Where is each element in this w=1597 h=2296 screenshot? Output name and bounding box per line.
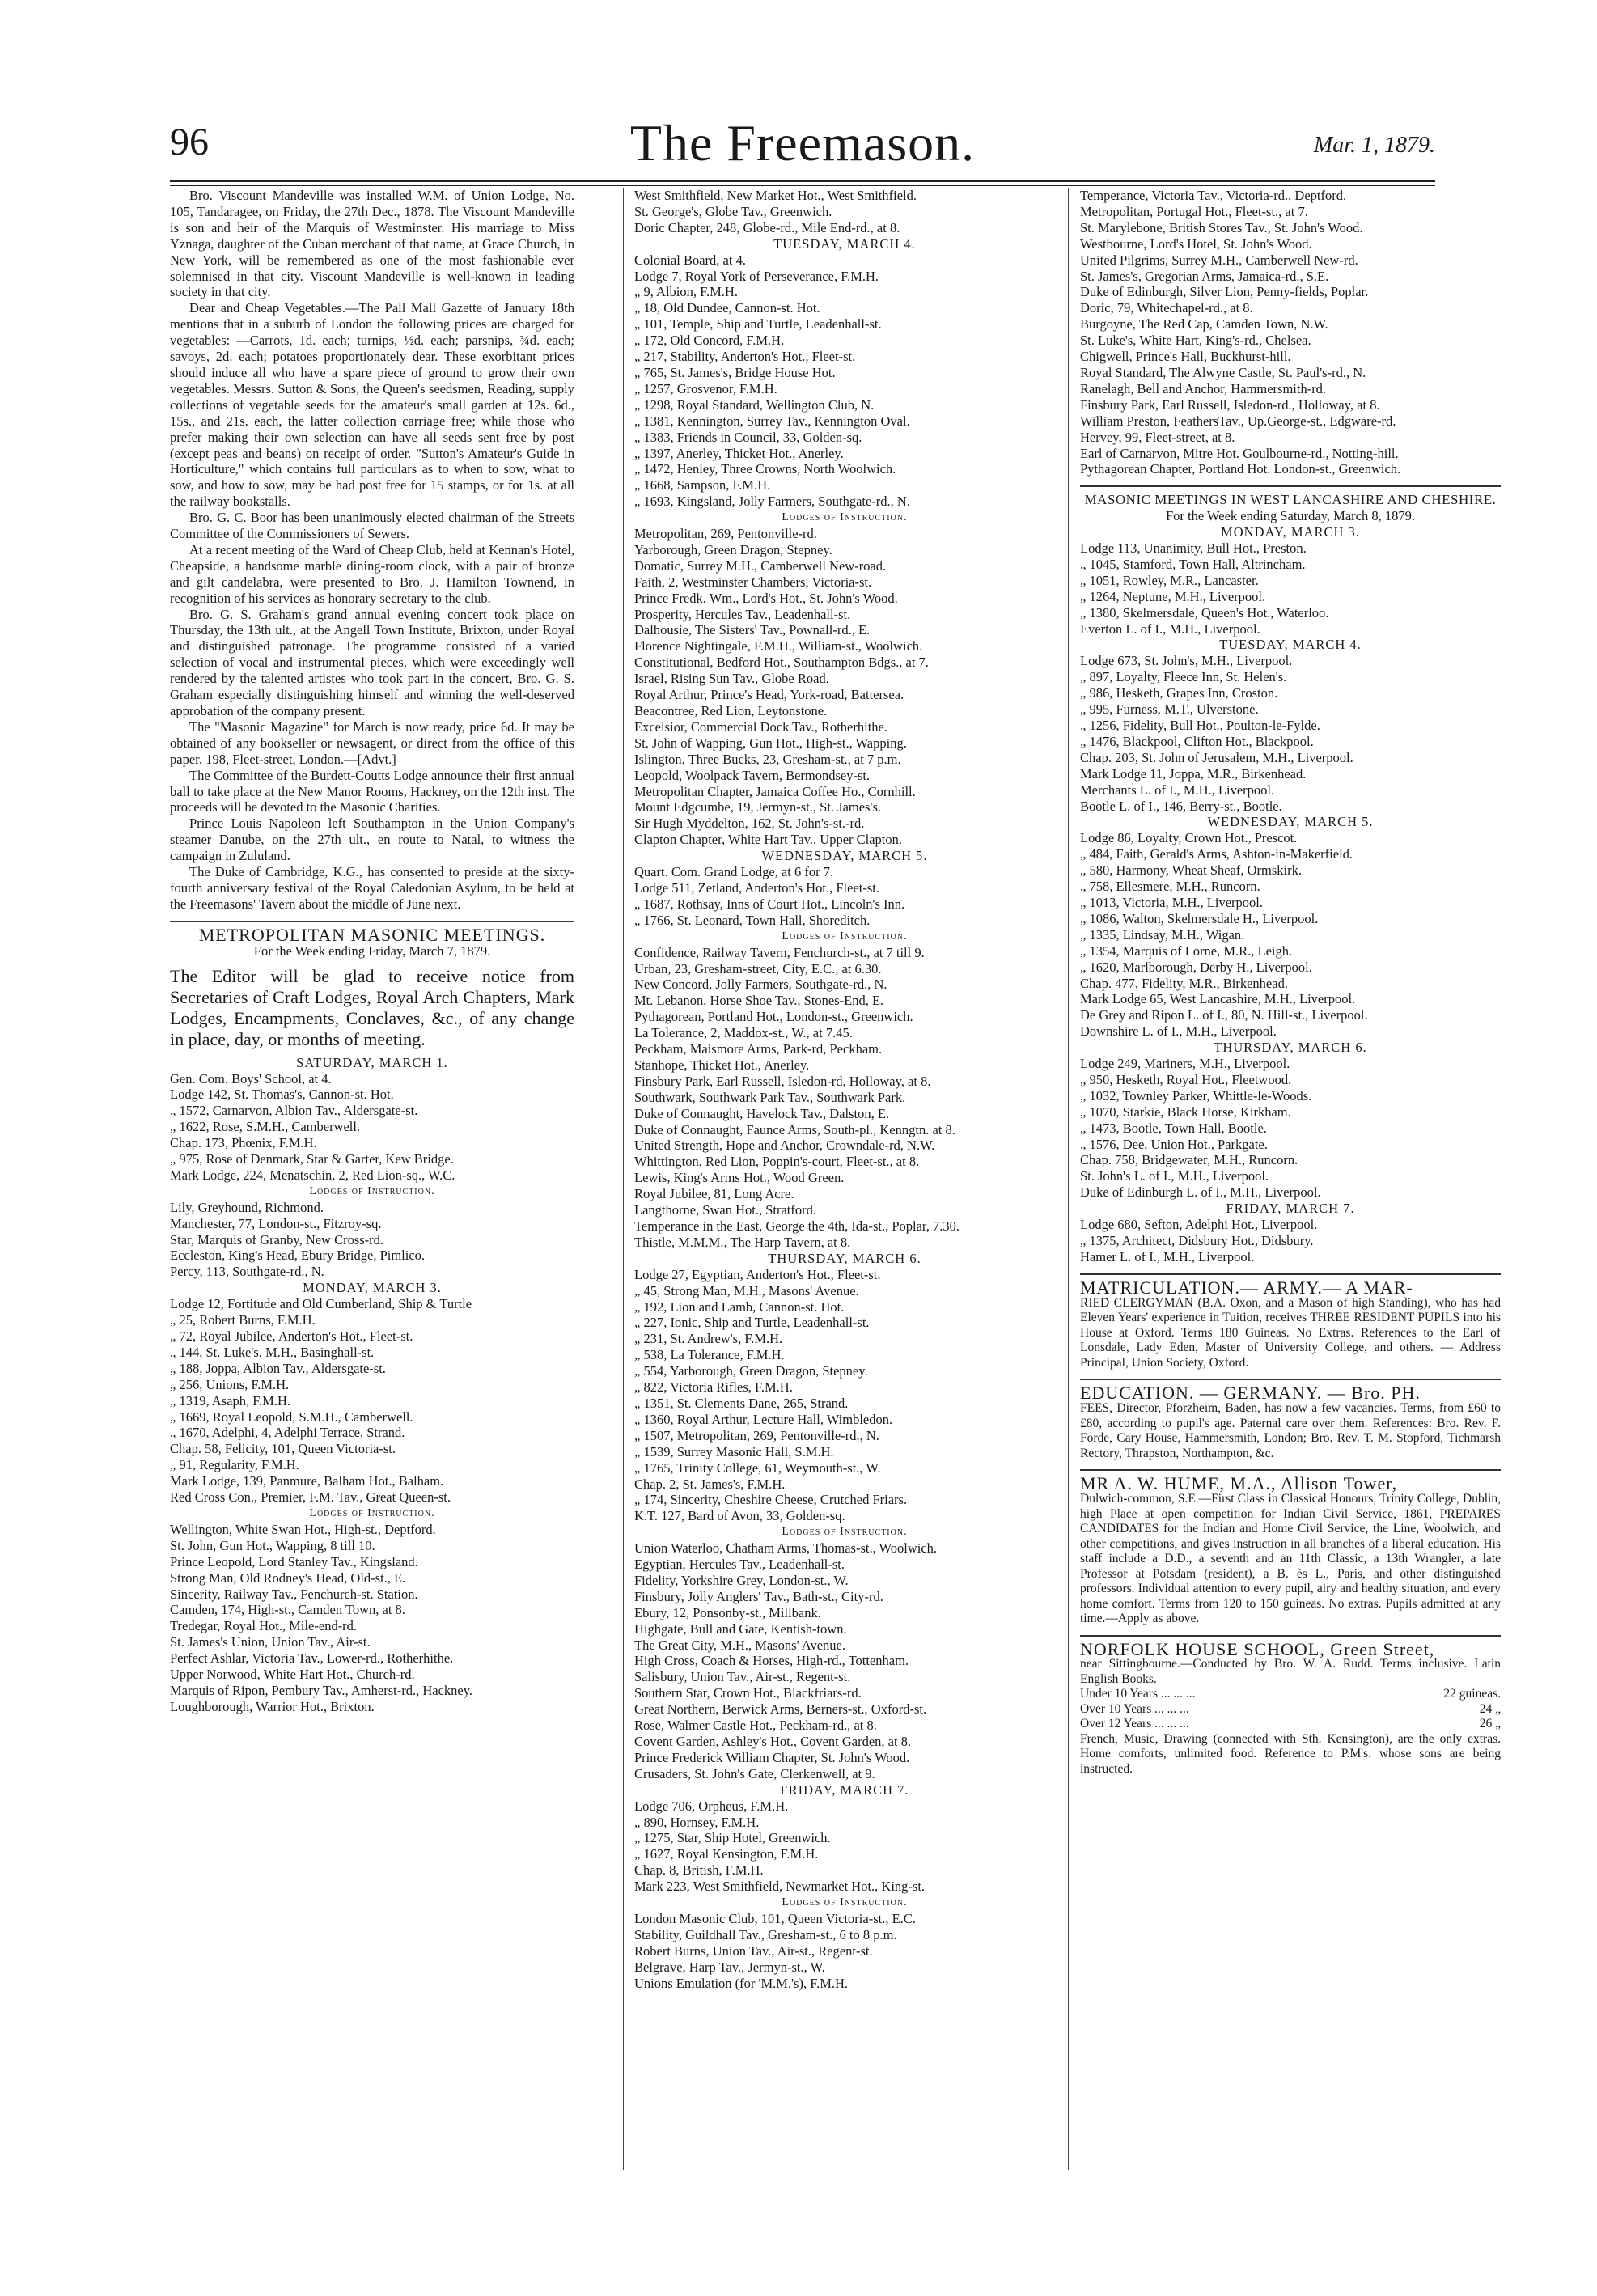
- meeting-entry: „ 1051, Rowley, M.R., Lancaster.: [1080, 572, 1259, 588]
- instruction-heading: Lodges of Instruction.: [309, 1184, 435, 1197]
- meeting-entry: Earl of Carnarvon, Mitre Hot. Goulbourne-rd., Notting-hill.: [1080, 445, 1399, 461]
- meeting-entry: United Pilgrims, Surrey M.H., Camberwell New-rd.: [1080, 252, 1358, 268]
- instruction-heading: Lodges of Instruction.: [782, 511, 908, 524]
- section-divider: [1080, 1469, 1501, 1471]
- article-masonic-magazine: [170, 719, 574, 768]
- meeting-entry: St. John of Wapping, Gun Hot., High-st., Wapping.: [634, 735, 907, 751]
- section-divider: [1080, 485, 1501, 487]
- meeting-entry: „ 1354, Marquis of Lorne, M.R., Leigh.: [1080, 943, 1293, 959]
- meeting-entry: Doric, 79, Whitechapel-rd., at 8.: [1080, 300, 1253, 316]
- meeting-entry: Crusaders, St. John's Gate, Clerkenwell, at 9.: [634, 1765, 875, 1781]
- meeting-entry: Chap. 58, Felicity, 101, Queen Victoria-st.: [170, 1441, 396, 1457]
- meeting-entry: „ 1622, Rose, S.M.H., Camberwell.: [170, 1119, 361, 1135]
- meeting-entry: „ 1687, Rothsay, Inns of Court Hot., Lincoln's Inn.: [634, 896, 905, 912]
- masthead-rule: [170, 180, 1435, 186]
- meeting-entry: Wellington, White Swan Hot., High-st., Deptford.: [170, 1521, 436, 1537]
- fee-label: Over 10 Years ... ... ...: [1080, 1701, 1189, 1716]
- meeting-entry: Temperance in the East, George the 4th, Ida-st., Poplar, 7.30.: [634, 1218, 960, 1234]
- meeting-list: [170, 1071, 574, 1184]
- advert-matriculation: [1080, 1277, 1501, 1370]
- meeting-entry: „ 822, Victoria Rifles, F.M.H.: [634, 1379, 793, 1396]
- meeting-entry: Eccleston, King's Head, Ebury Bridge, Pimlico.: [170, 1248, 426, 1264]
- meeting-entry: „ 1375, Architect, Didsbury Hot., Didsbury.: [1080, 1233, 1314, 1248]
- meeting-entry: Unions Emulation (for 'M.M.'s), F.M.H.: [634, 1975, 849, 1991]
- meeting-entry: Mount Edgcumbe, 19, Jermyn-st., St. James's.: [634, 799, 881, 815]
- column-1: [170, 188, 574, 2146]
- meeting-entry: „ 1070, Starkie, Black Horse, Kirkham.: [1080, 1104, 1291, 1120]
- meeting-entry: Rose, Walmer Castle Hot., Peckham-rd., at 8.: [634, 1718, 877, 1734]
- meeting-entry: Colonial Board, at 4.: [634, 252, 746, 268]
- meeting-entry: Thistle, M.M.M., The Harp Tavern, at 8.: [634, 1234, 851, 1250]
- meeting-entry: „ 1086, Walton, Skelmersdale H., Liverpool.: [1080, 910, 1319, 926]
- meeting-entry: „ 1256, Fidelity, Bull Hot., Poulton-le-Fylde.: [1080, 718, 1320, 733]
- meeting-entry: Finsbury Park, Earl Russell, Isledon-rd, Holloway, at 8.: [634, 1073, 931, 1089]
- meeting-entry: Sir Hugh Myddelton, 162, St. John's-st.-rd.: [634, 815, 865, 832]
- fee-table: [1080, 1687, 1501, 1732]
- meeting-entry: „ 174, Sincerity, Cheshire Cheese, Crutched Friars.: [634, 1492, 908, 1508]
- meeting-entry: Chap. 173, Phœnix, F.M.H.: [170, 1135, 317, 1151]
- meeting-entry: „ 1539, Surrey Masonic Hall, S.M.H.: [634, 1443, 834, 1459]
- meeting-list: [634, 864, 1055, 929]
- meeting-entry: Prince Fredk. Wm., Lord's Hot., St. John's Wood.: [634, 590, 898, 606]
- day-heading: WEDNESDAY, MARCH 5.: [1207, 814, 1374, 830]
- meeting-entry: „ 897, Loyalty, Fleece Inn, St. Helen's.: [1080, 669, 1287, 685]
- meeting-entry: „ 1668, Sampson, F.M.H.: [634, 477, 771, 494]
- meeting-entry: „ 758, Ellesmere, M.H., Runcorn.: [1080, 879, 1260, 895]
- meeting-entry: Chap. 8, British, F.M.H.: [634, 1862, 764, 1879]
- meeting-entry: Mt. Lebanon, Horse Shoe Tav., Stones-End, E.: [634, 993, 884, 1009]
- meeting-entry: West Smithfield, New Market Hot., West Smithfield.: [634, 188, 917, 203]
- meeting-entry: Royal Arthur, Prince's Head, York-road, Battersea.: [634, 687, 904, 703]
- meeting-entry: Mark Lodge 11, Joppa, M.R., Birkenhead.: [1080, 765, 1307, 782]
- day-heading: MONDAY, MARCH 3.: [1221, 524, 1360, 540]
- meeting-entry: London Masonic Club, 101, Queen Victoria-st., E.C.: [634, 1910, 916, 1926]
- meeting-entry: Everton L. of I., M.H., Liverpool.: [1080, 621, 1260, 637]
- advert-body: near Sittingbourne.—Conducted by Bro. W. A. Rudd. Terms inclusive. Latin English Books.: [1080, 1657, 1501, 1686]
- section-subheading: For the Week ending Friday, March 7, 1879.: [253, 943, 491, 959]
- meeting-entry: „ 144, St. Luke's, M.H., Basinghall-st.: [170, 1344, 375, 1360]
- advert-education-germany: [1080, 1385, 1501, 1461]
- meeting-entry: Lodge 27, Egyptian, Anderton's Hot., Fleet-st.: [634, 1266, 881, 1282]
- meeting-entry: New Concord, Jolly Farmers, Southgate-rd., N.: [634, 976, 887, 993]
- meeting-entry: De Grey and Ripon L. of I., 80, N. Hill-st., Liverpool.: [1080, 1007, 1368, 1023]
- meeting-entry: Marquis of Ripon, Pembury Tav., Amherst-rd., Hackney.: [170, 1682, 473, 1698]
- meeting-entry: „ 72, Royal Jubilee, Anderton's Hot., Fleet-st.: [170, 1328, 413, 1344]
- meeting-entry: Excelsior, Commercial Dock Tav., Rotherhithe.: [634, 718, 887, 735]
- meeting-entry: Chap. 2, St. James's, F.M.H.: [634, 1476, 786, 1492]
- meeting-entry: „ 538, La Tolerance, F.M.H.: [634, 1347, 785, 1363]
- meeting-entry: Southwark, Southwark Park Tav., Southwark Park.: [634, 1089, 906, 1105]
- section-divider: [1080, 1379, 1501, 1380]
- meeting-entry: „ 188, Joppa, Albion Tav., Aldersgate-st.: [170, 1360, 386, 1376]
- meeting-entry: Islington, Three Bucks, 23, Gresham-st., at 7 p.m.: [634, 751, 901, 767]
- meeting-entry: Leopold, Woolpack Tavern, Bermondsey-st.: [634, 767, 871, 783]
- day-heading: MONDAY, MARCH 3.: [303, 1280, 442, 1296]
- meeting-entry: Lodge 12, Fortitude and Old Cumberland, Ship & Turtle: [170, 1296, 472, 1312]
- meeting-entry: Stanhope, Thicket Hot., Anerley.: [634, 1057, 810, 1073]
- meeting-entry: „ 1319, Asaph, F.M.H.: [170, 1392, 291, 1409]
- advert-body: Dulwich-common, S.E.—First Class in Classical Honours, Trinity College, Dublin, high Place at open competition for Indian Civil Service, 1861, PREPARES CANDIDATES for the Indian and Home Civil Service, the Line, Woolwich, and other competitions, and gives instruction in all branches of a liberal education. His staff include a D.D., a seventh and an 11th Classic, a 13th Wrangler, a late Professor at Potsdam (resident), a B. ès L., Paris, and other distinguished professors. Individual attention to every pupil, airy and healthy situation, and every home comfort. Terms from 120 to 150 guineas. No extras. Pupils admitted at any time.—Apply as above.: [1080, 1492, 1501, 1626]
- meeting-entry: „ 256, Unions, F.M.H.: [170, 1376, 290, 1392]
- meeting-entry: „ 227, Ionic, Ship and Turtle, Leadenhall-st.: [634, 1315, 870, 1331]
- fee-row: [1080, 1717, 1501, 1732]
- meeting-entry: Sincerity, Railway Tav., Fenchurch-st. Station.: [170, 1586, 418, 1602]
- meeting-entry: „ 1380, Skelmersdale, Queen's Hot., Waterloo.: [1080, 604, 1329, 621]
- meeting-entry: Lodge 7, Royal York of Perseverance, F.M.H.: [634, 268, 879, 284]
- meeting-entry: Clapton Chapter, White Hart Tav., Upper Clapton.: [634, 832, 903, 848]
- meeting-entry: „ 1620, Marlborough, Derby H., Liverpool.: [1080, 959, 1312, 975]
- column-divider: [623, 188, 624, 2170]
- meeting-entry: Belgrave, Harp Tav., Jermyn-st., W.: [634, 1959, 825, 1975]
- meeting-entry: Finsbury Park, Earl Russell, Isledon-rd., Holloway, at 8.: [1080, 396, 1380, 413]
- meeting-entry: Yarborough, Green Dragon, Stepney.: [634, 541, 832, 557]
- paragraph-text: Bro. G. S. Graham's grand annual evening concert took place on Thursday, the 13th ult., at the Angell Town Institute, Brixton, under Royal and distinguished patronage. The programme consisted of a varied selection of vocal and instrumental pieces, which were exceedingly well rendered by the talented artistes who took part in the concert, Bro. G. S. Graham especially distinguishing himself and winning the well-deserved approbation of the company present.: [170, 606, 574, 718]
- meeting-list: [634, 945, 1055, 1251]
- meeting-entry: „ 1381, Kennington, Surrey Tav., Kennington Oval.: [634, 413, 910, 429]
- meeting-entry: Burgoyne, The Red Cap, Camden Town, N.W.: [1080, 316, 1328, 333]
- meeting-entry: Camden, 174, High-st., Camden Town, at 8.: [170, 1602, 405, 1618]
- day-heading: TUESDAY, MARCH 4.: [773, 235, 916, 252]
- fee-row: [1080, 1687, 1501, 1702]
- meeting-entry: William Preston, FeathersTav., Up.George-st., Edgware-rd.: [1080, 413, 1396, 429]
- meeting-entry: Mark Lodge, 139, Panmure, Balham Hot., Balham.: [170, 1473, 444, 1489]
- meeting-entry: Metropolitan Chapter, Jamaica Coffee Ho., Cornhill.: [634, 783, 916, 799]
- meeting-entry: „ 580, Harmony, Wheat Sheaf, Ormskirk.: [1080, 862, 1303, 879]
- article-mandeville: [170, 188, 574, 300]
- column-divider: [1068, 188, 1069, 2170]
- column-2: [634, 188, 1055, 2146]
- meeting-list: [634, 1267, 1055, 1525]
- meeting-entry: „ 1298, Royal Standard, Wellington Club, N.: [634, 396, 875, 413]
- fee-row: [1080, 1702, 1501, 1718]
- meeting-entry: „ 1351, St. Clements Dane, 265, Strand.: [634, 1395, 849, 1411]
- meeting-entry: Lodge 511, Zetland, Anderton's Hot., Fleet-st.: [634, 879, 879, 896]
- meeting-entry: „ 950, Hesketh, Royal Hot., Fleetwood.: [1080, 1071, 1292, 1087]
- meeting-entry: „ 1572, Carnarvon, Albion Tav., Aldersgate-st.: [170, 1103, 418, 1119]
- advert-body: RIED CLERGYMAN (B.A. Oxon, and a Mason of high Standing), who has had Eleven Years' experience in Tuition, receives THREE RESIDENT PUPILS into his House at Oxford. Terms 180 Guineas. No Extras. References to the Earl of Lonsdale, Lady Eden, Master of University College, and others. — Address Principal, Union Society, Oxford.: [1080, 1295, 1501, 1370]
- meeting-entry: „ 1507, Metropolitan, 269, Pentonville-rd., N.: [634, 1427, 879, 1443]
- meeting-entry: „ 192, Lion and Lamb, Cannon-st. Hot.: [634, 1298, 845, 1315]
- advert-heading: MATRICULATION.— ARMY.— A MAR-: [1080, 1277, 1413, 1298]
- meeting-list: [170, 1522, 574, 1715]
- meeting-entry: „ 91, Regularity, F.M.H.: [170, 1457, 299, 1473]
- meeting-entry: „ 986, Hesketh, Grapes Inn, Croston.: [1080, 685, 1278, 701]
- meeting-entry: St. George's, Globe Tav., Greenwich.: [634, 203, 832, 219]
- meeting-entry: Westbourne, Lord's Hotel, St. John's Wood.: [1080, 235, 1312, 252]
- meeting-entry: Fidelity, Yorkshire Grey, London-st., W.: [634, 1572, 849, 1588]
- meeting-entry: Merchants L. of I., M.H., Liverpool.: [1080, 782, 1275, 798]
- meeting-entry: Duke of Connaught, Havelock Tav., Dalston, E.: [634, 1105, 890, 1121]
- meeting-list: [1080, 540, 1501, 637]
- meeting-entry: Upper Norwood, White Hart Hot., Church-rd.: [170, 1667, 415, 1683]
- section-heading: METROPOLITAN MASONIC MEETINGS.: [198, 924, 546, 945]
- meeting-entry: Confidence, Railway Tavern, Fenchurch-st., at 7 till 9.: [634, 944, 925, 960]
- meeting-entry: „ 995, Furness, M.T., Ulverstone.: [1080, 701, 1259, 718]
- meeting-entry: Loughborough, Warrior Hot., Brixton.: [170, 1698, 375, 1714]
- day-heading: THURSDAY, MARCH 6.: [1214, 1040, 1367, 1056]
- meeting-entry: Chap. 477, Fidelity, M.R., Birkenhead.: [1080, 975, 1288, 991]
- paragraph-text: At a recent meeting of the Ward of Cheap Club, held at Kennan's Hotel, Cheapside, a handsome marble dining-room clock, with a pair of bronze and gilt candelabra, were presented to Bro. J. Hamilton Townend, in recognition of his services as honorary secretary to the club.: [170, 541, 574, 606]
- advert-hume: [1080, 1473, 1501, 1626]
- meeting-entry: „ 1383, Friends in Council, 33, Golden-sq.: [634, 429, 862, 445]
- fee-value: 22 guineas.: [1443, 1687, 1501, 1701]
- meeting-entry: „ 765, St. James's, Bridge House Hot.: [634, 364, 836, 380]
- meeting-entry: Metropolitan, 269, Pentonville-rd.: [634, 526, 817, 542]
- meeting-entry: „ 1264, Neptune, M.H., Liverpool.: [1080, 588, 1266, 604]
- meeting-entry: „ 1476, Blackpool, Clifton Hot., Blackpool.: [1080, 733, 1314, 749]
- meeting-entry: „ 25, Robert Burns, F.M.H.: [170, 1312, 316, 1328]
- instruction-heading: Lodges of Instruction.: [782, 930, 908, 943]
- meeting-entry: Lewis, King's Arms Hot., Wood Green.: [634, 1170, 845, 1186]
- meeting-entry: United Strength, Hope and Anchor, Crowndale-rd, N.W.: [634, 1137, 935, 1154]
- paragraph-text: Prince Louis Napoleon left Southampton in the Union Company's steamer Danube, on the 27th ult., en route to Natal, to witness the campaign in Zululand.: [170, 815, 574, 864]
- meeting-entry: „ 1670, Adelphi, 4, Adelphi Terrace, Strand.: [170, 1425, 405, 1441]
- meeting-list: [634, 188, 1055, 236]
- meeting-entry: „ 1766, St. Leonard, Town Hall, Shoreditch.: [634, 912, 871, 928]
- meeting-entry: Hamer L. of I., M.H., Liverpool.: [1080, 1248, 1255, 1264]
- meeting-entry: Hervey, 99, Fleet-street, at 8.: [1080, 429, 1235, 445]
- meeting-entry: K.T. 127, Bard of Avon, 33, Golden-sq.: [634, 1508, 845, 1524]
- newspaper-title: The Freemason.: [629, 114, 976, 172]
- fee-label: Over 12 Years ... ... ...: [1080, 1717, 1189, 1731]
- meeting-entry: Domatic, Surrey M.H., Camberwell New-road.: [634, 557, 887, 574]
- meeting-entry: St. James's, Gregorian Arms, Jamaica-rd., S.E.: [1080, 268, 1329, 284]
- meeting-entry: Duke of Connaught, Faunce Arms, South-pl., Kenngtn. at 8.: [634, 1121, 955, 1137]
- meeting-entry: Mark 223, West Smithfield, Newmarket Hot., King-st.: [634, 1879, 926, 1895]
- article-burdett-coutts: [170, 768, 574, 816]
- meeting-entry: Duke of Edinburgh, Silver Lion, Penny-fields, Poplar.: [1080, 284, 1369, 300]
- instruction-heading: Lodges of Instruction.: [309, 1506, 435, 1519]
- fee-label: Under 10 Years ... ... ...: [1080, 1687, 1196, 1701]
- meeting-entry: Finsbury, Jolly Anglers' Tav., Bath-st., City-rd.: [634, 1588, 883, 1604]
- meeting-entry: Pythagorean, Portland Hot., London-st., Greenwich.: [634, 1009, 913, 1025]
- meeting-entry: Ranelagh, Bell and Anchor, Hammersmith-rd.: [1080, 380, 1327, 396]
- meeting-entry: Royal Standard, The Alwyne Castle, St. Paul's-rd., N.: [1080, 364, 1366, 380]
- meeting-entry: Beacontree, Red Lion, Leytonstone.: [634, 703, 828, 718]
- meeting-entry: High Cross, Coach & Horses, High-rd., Tottenham.: [634, 1653, 909, 1669]
- meeting-entry: Downshire L. of I., M.H., Liverpool.: [1080, 1023, 1277, 1040]
- meeting-entry: Duke of Edinburgh L. of I., M.H., Liverpool.: [1080, 1184, 1321, 1201]
- instruction-heading: Lodges of Instruction.: [782, 1896, 908, 1909]
- meeting-entry: Lily, Greyhound, Richmond.: [170, 1199, 324, 1215]
- paragraph-text: Bro. Viscount Mandeville was installed W.M. of Union Lodge, No. 105, Tandaragee, on Friday, the 27th Dec., 1878. The Viscount Mandeville is son and heir of the Marquis of Westminster. His marriage to Miss Yznaga, daughter of the Cuban merchant of that name, at Grace Church, in New York, will be remembered as one of the most fashionable ever solemnised in that city. Viscount Mandeville is well-known in leading society in that city.: [170, 188, 574, 300]
- article-louis-napoleon: [170, 815, 574, 864]
- page-number: 96: [170, 121, 209, 163]
- meeting-entry: „ 1472, Henley, Three Crowns, North Woolwich.: [634, 461, 896, 477]
- meeting-entry: Chap. 203, St. John of Jerusalem, M.H., Liverpool.: [1080, 749, 1353, 765]
- meeting-list: [634, 526, 1055, 848]
- article-cheap-club: [170, 542, 574, 607]
- advert-body: French, Music, Drawing (connected with Sth. Kensington), are the only extras. Home comforts, unlimited food. Reference to P.M's. whose sons are being instructed.: [1080, 1731, 1501, 1776]
- meeting-entry: Prosperity, Hercules Tav., Leadenhall-st.: [634, 606, 851, 622]
- meeting-entry: „ 217, Stability, Anderton's Hot., Fleet-st.: [634, 349, 856, 365]
- meeting-entry: „ 975, Rose of Denmark, Star & Garter, Kew Bridge.: [170, 1151, 454, 1167]
- meeting-list: [634, 1798, 1055, 1895]
- meeting-entry: „ 1397, Anerley, Thicket Hot., Anerley.: [634, 445, 844, 461]
- meeting-entry: Israel, Rising Sun Tav., Globe Road.: [634, 671, 829, 687]
- meeting-entry: Temperance, Victoria Tav., Victoria-rd., Deptford.: [1080, 188, 1347, 203]
- meeting-entry: St. Marylebone, British Stores Tav., St. John's Wood.: [1080, 219, 1363, 235]
- meeting-entry: Lodge 673, St. John's, M.H., Liverpool.: [1080, 653, 1293, 669]
- meeting-entry: „ 45, Strong Man, M.H., Masons' Avenue.: [634, 1282, 859, 1298]
- paragraph-text: Dear and Cheap Vegetables.—The Pall Mall Gazette of January 18th mentions that in a suburb of London the following prices are charged for vegetables: —Carrots, 1d. each; turnips, ½d. each; parsnips, ¾d. each; savoys, 2d. each; potatoes proportionately dear. These exorbitant prices should induce all who have a spare piece of ground to grow their own vegetables. Messrs. Sutton & Sons, the Queen's seedsmen, Reading, supply collections of vegetable seeds for the amateur's small garden at 12s. 6d., 15s., and 21s. each, the latter collection carriage free; while those who prefer making their own selection can have all seeds sent free by post (except peas and beans) on receipt of order. "Sutton's Amateur's Guide in Horticulture," which contains full particulars as to when to sow, what to sow, and how to sow, may be had post free for 15 stamps, or for 1s. at all the railway bookstalls.: [170, 300, 574, 510]
- column-3: [1080, 188, 1501, 2146]
- section-divider: [1080, 1273, 1501, 1275]
- meeting-entry: „ 1693, Kingsland, Jolly Farmers, Southgate-rd., N.: [634, 494, 910, 510]
- advert-heading: MR A. W. HUME, M.A., Allison Tower,: [1080, 1473, 1398, 1494]
- article-duke-cambridge: [170, 864, 574, 913]
- meeting-entry: Doric Chapter, 248, Globe-rd., Mile End-rd., at 8.: [634, 219, 900, 235]
- meeting-entry: „ 1045, Stamford, Town Hall, Altrincham.: [1080, 556, 1306, 572]
- day-heading: FRIDAY, MARCH 7.: [780, 1781, 909, 1798]
- meeting-entry: Royal Jubilee, 81, Long Acre.: [634, 1186, 794, 1202]
- paragraph-text: Bro. G. C. Boor has been unanimously elected chairman of the Streets Committee of the Commissioners of Sewers.: [170, 510, 574, 542]
- meeting-entry: Highgate, Bull and Gate, Kentish-town.: [634, 1620, 847, 1637]
- meeting-entry: Prince Leopold, Lord Stanley Tav., Kingsland.: [170, 1553, 418, 1569]
- section-divider: [1080, 1635, 1501, 1637]
- meeting-entry: Percy, 113, Southgate-rd., N.: [170, 1264, 324, 1280]
- meeting-entry: Tredegar, Royal Hot., Mile-end-rd.: [170, 1618, 358, 1634]
- day-heading: SATURDAY, MARCH 1.: [296, 1054, 448, 1070]
- meeting-entry: „ 1473, Bootle, Town Hall, Bootle.: [1080, 1120, 1267, 1136]
- meeting-entry: „ 1275, Star, Ship Hotel, Greenwich.: [634, 1830, 831, 1846]
- day-heading: FRIDAY, MARCH 7.: [1226, 1201, 1355, 1217]
- meeting-entry: Gen. Com. Boys' School, at 4.: [170, 1070, 332, 1087]
- advert-norfolk-house: [1080, 1638, 1501, 1777]
- meeting-entry: Star, Marquis of Granby, New Cross-rd.: [170, 1231, 384, 1248]
- meeting-entry: Bootle L. of I., 146, Berry-st., Bootle.: [1080, 798, 1282, 814]
- meeting-entry: Langthorne, Swan Hot., Stratford.: [634, 1202, 816, 1218]
- paragraph-text: The Committee of the Burdett-Coutts Lodge announce their first annual ball to take place at the New Manor Rooms, Hackney, on the 12th inst. The proceeds will be devoted to the Masonic Charities.: [170, 767, 574, 815]
- meeting-entry: Faith, 2, Westminster Chambers, Victoria-st.: [634, 574, 872, 590]
- meeting-entry: Chigwell, Prince's Hall, Buckhurst-hill.: [1080, 349, 1291, 365]
- meeting-entry: Pythagorean Chapter, Portland Hot. London-st., Greenwich.: [1080, 461, 1401, 477]
- paragraph-text: The "Masonic Magazine" for March is now ready, price 6d. It may be obtained of any bookseller or newsagent, or direct from the office of this paper, 198, Fleet-street, London.—[Advt.]: [170, 718, 574, 767]
- meeting-list: [634, 252, 1055, 510]
- meeting-entry: „ 18, Old Dundee, Cannon-st. Hot.: [634, 300, 820, 316]
- section-subheading: For the Week ending Saturday, March 8, 1879.: [1166, 508, 1415, 524]
- meeting-entry: Salisbury, Union Tav., Air-st., Regent-st.: [634, 1669, 851, 1685]
- meeting-entry: Lodge 706, Orpheus, F.M.H.: [634, 1798, 789, 1814]
- meeting-entry: „ 1669, Royal Leopold, S.M.H., Camberwell.: [170, 1409, 413, 1425]
- editor-note: The Editor will be glad to receive notice from Secretaries of Craft Lodges, Royal Arch Chapters, Mark Lodges, Encampments, Conclaves, &c., of any change in place, day, or months of meeting.: [170, 965, 574, 1049]
- meeting-entry: „ 1360, Royal Arthur, Lecture Hall, Wimbledon.: [634, 1411, 893, 1427]
- meeting-entry: La Tolerance, 2, Maddox-st., W., at 7.45.: [634, 1025, 853, 1041]
- meeting-entry: Southern Star, Crown Hot., Blackfriars-rd.: [634, 1685, 862, 1701]
- meeting-entry: Chap. 758, Bridgewater, M.H., Runcorn.: [1080, 1152, 1298, 1168]
- meeting-entry: „ 890, Hornsey, F.M.H.: [634, 1814, 760, 1830]
- meeting-entry: Peckham, Maismore Arms, Park-rd, Peckham.: [634, 1041, 883, 1057]
- meeting-entry: „ 1257, Grosvenor, F.M.H.: [634, 380, 777, 396]
- advert-heading: EDUCATION. — GERMANY. — Bro. PH.: [1080, 1383, 1421, 1404]
- meeting-entry: Union Waterloo, Chatham Arms, Thomas-st., Woolwich.: [634, 1540, 938, 1557]
- advert-heading: NORFOLK HOUSE SCHOOL, Green Street,: [1080, 1638, 1435, 1659]
- meeting-entry: Perfect Ashlar, Victoria Tav., Lower-rd., Rotherhithe.: [170, 1650, 454, 1667]
- meeting-entry: Lodge 249, Mariners, M.H., Liverpool.: [1080, 1056, 1290, 1072]
- meeting-entry: Ebury, 12, Ponsonby-st., Millbank.: [634, 1604, 821, 1620]
- meeting-list: [170, 1200, 574, 1281]
- meeting-entry: Covent Garden, Ashley's Hot., Covent Garden, at 8.: [634, 1734, 912, 1749]
- meeting-entry: Lodge 113, Unanimity, Bull Hot., Preston.: [1080, 540, 1307, 557]
- article-graham-concert: [170, 607, 574, 719]
- meeting-list: [634, 1540, 1055, 1782]
- advert-body: FEES, Director, Pforzheim, Baden, has now a few vacancies. Terms, from £60 to £80, according to pupil's age. Paternal care over them. References: Bro. Rev. F. Forde, Cary House, Hammersmith, London; Bro. Rev. T. M. Stopford, Tichmarsh Rectory, Thrapston, Northampton, &c.: [1080, 1401, 1501, 1460]
- meeting-entry: Stability, Guildhall Tav., Gresham-st., 6 to 8 p.m.: [634, 1926, 897, 1942]
- meeting-entry: „ 101, Temple, Ship and Turtle, Leadenhall-st.: [634, 316, 882, 333]
- meeting-list: [1080, 653, 1501, 814]
- day-heading: WEDNESDAY, MARCH 5.: [761, 848, 928, 864]
- meeting-entry: Prince Frederick William Chapter, St. John's Wood.: [634, 1749, 910, 1765]
- meeting-entry: „ 231, St. Andrew's, F.M.H.: [634, 1331, 783, 1347]
- meeting-entry: „ 554, Yarborough, Green Dragon, Stepney.: [634, 1363, 868, 1379]
- meeting-entry: Great Northern, Berwick Arms, Berners-st., Oxford-st.: [634, 1701, 927, 1718]
- meeting-entry: St. John, Gun Hot., Wapping, 8 till 10.: [170, 1537, 375, 1553]
- issue-date: Mar. 1, 1879.: [1313, 133, 1435, 158]
- meeting-entry: Robert Burns, Union Tav., Air-st., Regent-st.: [634, 1942, 873, 1959]
- meeting-entry: „ 172, Old Concord, F.M.H.: [634, 333, 785, 349]
- meeting-entry: „ 484, Faith, Gerald's Arms, Ashton-in-Makerfield.: [1080, 846, 1353, 862]
- section-divider: [170, 921, 574, 922]
- meeting-entry: Strong Man, Old Rodney's Head, Old-st., E.: [170, 1569, 406, 1586]
- meeting-entry: St. Luke's, White Hart, King's-rd., Chelsea.: [1080, 333, 1311, 349]
- meeting-entry: Mark Lodge 65, West Lancashire, M.H., Liverpool.: [1080, 991, 1356, 1007]
- section-heading: MASONIC MEETINGS IN WEST LANCASHIRE AND CHESHIRE.: [1084, 492, 1497, 508]
- meeting-entry: „ 1032, Townley Parker, Whittle-le-Woods.: [1080, 1087, 1312, 1104]
- meeting-entry: Mark Lodge, 224, Menatschin, 2, Red Lion-sq., W.C.: [170, 1167, 455, 1183]
- meeting-entry: Florence Nightingale, F.M.H., William-st., Woolwich.: [634, 638, 923, 654]
- meeting-entry: Lodge 86, Loyalty, Crown Hot., Prescot.: [1080, 830, 1298, 846]
- meeting-entry: „ 9, Albion, F.M.H.: [634, 284, 738, 300]
- meeting-entry: Whittington, Red Lion, Poppin's-court, Fleet-st., at 8.: [634, 1154, 920, 1170]
- meeting-entry: The Great City, M.H., Masons' Avenue.: [634, 1637, 845, 1653]
- meeting-entry: Egyptian, Hercules Tav., Leadenhall-st.: [634, 1557, 845, 1573]
- meeting-list: [634, 1911, 1055, 1992]
- instruction-heading: Lodges of Instruction.: [782, 1526, 908, 1539]
- meeting-entry: „ 1335, Lindsay, M.H., Wigan.: [1080, 926, 1245, 943]
- meeting-entry: St. James's Union, Union Tav., Air-st.: [170, 1634, 371, 1650]
- fee-value: 26 „: [1479, 1717, 1501, 1731]
- meeting-list: [1080, 1217, 1501, 1265]
- meeting-list: [1080, 1056, 1501, 1201]
- fee-value: 24 „: [1479, 1701, 1501, 1716]
- meeting-entry: Red Cross Con., Premier, F.M. Tav., Great Queen-st.: [170, 1489, 451, 1506]
- day-heading: THURSDAY, MARCH 6.: [768, 1250, 921, 1266]
- meeting-list: [170, 1296, 574, 1506]
- day-heading: TUESDAY, MARCH 4.: [1219, 637, 1362, 653]
- meeting-entry: St. John's L. of I., M.H., Liverpool.: [1080, 1168, 1269, 1184]
- masthead: [170, 105, 1435, 178]
- meeting-entry: Constitutional, Bedford Hot., Southampton Bdgs., at 7.: [634, 654, 929, 671]
- paragraph-text: The Duke of Cambridge, K.G., has consented to preside at the sixty-fourth anniversary festival of the Royal Caledonian Asylum, to be held at the Freemasons' Tavern about the middle of June next.: [170, 864, 574, 912]
- meeting-entry: Quart. Com. Grand Lodge, at 6 for 7.: [634, 864, 834, 880]
- meeting-entry: Dalhousie, The Sisters' Tav., Pownall-rd., E.: [634, 622, 871, 638]
- article-vegetables: [170, 300, 574, 510]
- meeting-entry: „ 1013, Victoria, M.H., Liverpool.: [1080, 894, 1263, 910]
- meeting-entry: Urban, 23, Gresham-street, City, E.C., at 6.30.: [634, 960, 882, 976]
- meeting-entry: Lodge 680, Sefton, Adelphi Hot., Liverpool.: [1080, 1217, 1318, 1233]
- meeting-list: [1080, 830, 1501, 1040]
- meeting-entry: Manchester, 77, London-st., Fitzroy-sq.: [170, 1215, 382, 1231]
- meeting-entry: „ 1576, Dee, Union Hot., Parkgate.: [1080, 1136, 1268, 1152]
- meeting-entry: „ 1627, Royal Kensington, F.M.H.: [634, 1846, 819, 1862]
- meeting-entry: „ 1765, Trinity College, 61, Weymouth-st., W.: [634, 1459, 881, 1476]
- meeting-entry: Metropolitan, Portugal Hot., Fleet-st., at 7.: [1080, 203, 1308, 219]
- meeting-entry: Lodge 142, St. Thomas's, Cannon-st. Hot.: [170, 1087, 394, 1103]
- meeting-list: [1080, 188, 1501, 477]
- article-boor: [170, 510, 574, 542]
